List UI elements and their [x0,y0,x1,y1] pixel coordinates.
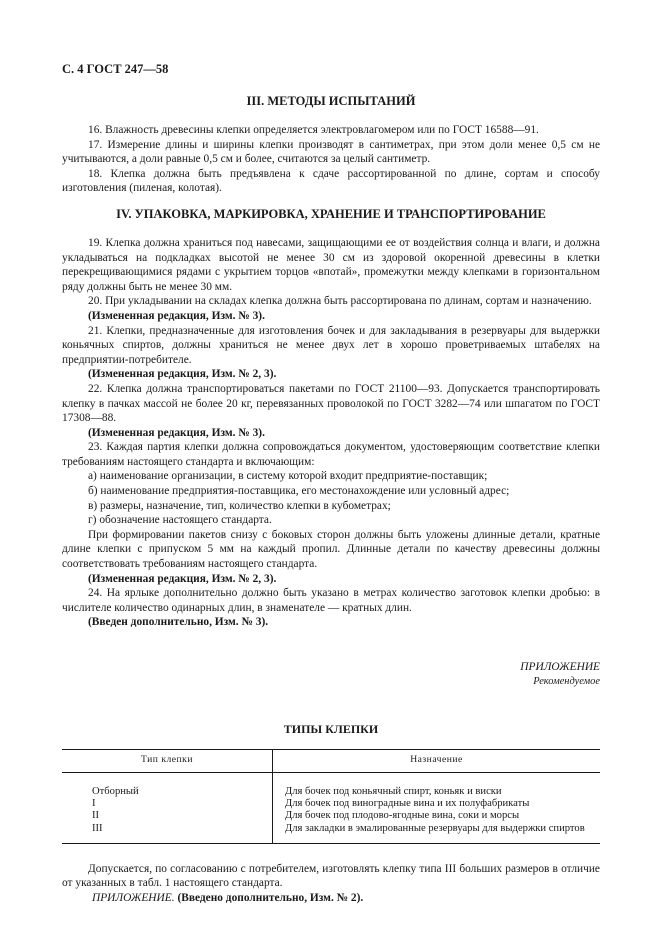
amendment-note-24: (Введен дополнительно, Изм. № 3). [88,616,269,629]
type-cell: II [62,810,273,822]
column-header-purpose: Назначение [410,754,463,765]
type-cell: Отборный [62,773,273,799]
document-page [62,62,600,906]
section-3-title: III. МЕТОДЫ ИСПЫТАНИЙ [246,94,416,108]
table-header-row [62,750,600,773]
clause-20: 20. При укладывании на складах клепка должна быть рассортирована по длинам, сортам и назначению. [88,295,592,308]
clause-23-continuation: При формировании пакетов снизу с боковых сторон должны быть уложены длинные детали, кратные длине клепки с припуском 5 мм на каждый пропил. Длинные детали по качеству древесины должны соответствовать требованиям настоящего стандарта. [62,528,600,571]
purpose-cell: Для бочек под плодово-ягодные вина, соки и морсы [285,810,520,822]
type-cell: I [62,798,273,810]
section-4-title: IV. УПАКОВКА, МАРКИРОВКА, ХРАНЕНИЕ И ТРАНСПОРТИРОВАНИЕ [116,206,546,221]
table-row [62,823,600,844]
amendment-note-23: (Измененная редакция, Изм. № 2, 3). [88,572,277,585]
appendix-subtitle: Рекомендуемое [533,675,600,687]
stave-types-table [62,749,600,844]
table-row [62,798,600,810]
type-cell: III [62,823,273,844]
clause-18: 18. Клепка должна быть предъявлена к сдаче рассортированной по длине, сортам и способу изготовления (пиленая, колотая). [62,167,600,195]
table-row [62,810,600,822]
purpose-cell: Для бочек под виноградные вина и их полуфабрикаты [285,798,530,810]
table-row [62,773,600,799]
column-header-type: Тип клепки [62,750,273,773]
clause-21: 21. Клепки, предназначенные для изготовления бочек и для закладывания в резервуары для выдержки коньячных спиртов, должны храниться не менее двух лет в хорошо проветриваемых штабелях на предприятии-потребителе. [62,324,600,366]
list-item-b: б) наименование предприятия-поставщика, его местонахождение или условный адрес; [88,485,510,498]
amendment-note-20: (Измененная редакция, Изм. № 3). [88,309,265,322]
clause-24: 24. На ярлыке дополнительно должно быть указано в метрах количество заготовок клепки дробью: в числителе количество одинарных длин, в знаменателе — кратных длин. [62,587,600,614]
list-item-a: а) наименование организации, в систему которой входит предприятие-поставщик; [88,470,488,483]
list-item-g: г) обозначение настоящего стандарта. [88,514,272,527]
clause-19: 19. Клепка должна храниться под навесами, защищающими ее от воздействия солнца и влаги, и должна укладываться на подкладках высотой не менее 30 см из здоровой окоренной древесины в клетки перекрещивающимися рядами с укрытием торцов «впотай», промежутки между клепками в горизонтальном ряду должны быть не менее 30 мм. [62,236,600,293]
clause-23: 23. Каждая партия клепки должна сопровождаться документом, удостоверяющим соответствие клепки требованиям настоящего стандарта и включающим: [62,441,600,468]
purpose-cell: Для закладки в эмалированные резервуары для выдержки спиртов [285,822,585,834]
page-header: С. 4 ГОСТ 247—58 [62,62,169,76]
list-item-v: в) размеры, назначение, тип, количество клепки в кубометрах; [88,499,391,512]
appendix-amendment: (Введено дополнительно, Изм. № 2). [177,892,364,904]
table-footnote: Допускается, по согласованию с потребителем, изготовлять клепку типа III больших размеров в отличие от указанных в табл. 1 настоящего стандарта. [62,862,600,890]
table-title: ТИПЫ КЛЕПКИ [283,722,379,736]
appendix-title: ПРИЛОЖЕНИЕ [520,661,600,673]
purpose-cell: Для бочек под коньячный спирт, коньяк и виски [285,786,502,797]
appendix-label: ПРИЛОЖЕНИЕ. [92,892,175,904]
amendment-note-22: (Измененная редакция, Изм. № 3). [88,426,265,439]
clause-22: 22. Клепка должна транспортироваться пакетами по ГОСТ 21100—93. Допускается транспортировать клепку в пачках массой не более 20 кг, перевязанных проволокой по ГОСТ 3282—74 или шпагатом по ГОСТ 17308—88. [62,382,600,425]
clause-16: 16. Влажность древесины клепки определяется электровлагомером или по ГОСТ 16588—91. [88,124,539,136]
appendix-heading [62,661,600,688]
amendment-note-21: (Измененная редакция, Изм. № 2, 3). [88,368,277,381]
appendix-amendment-note [62,891,600,906]
clause-17: 17. Измерение длины и ширины клепки производят в сантиметрах, при этом доли менее 0,5 см не учитываются, а доли равные 0,5 см и более, считаются за целый сантиметр. [62,138,600,166]
